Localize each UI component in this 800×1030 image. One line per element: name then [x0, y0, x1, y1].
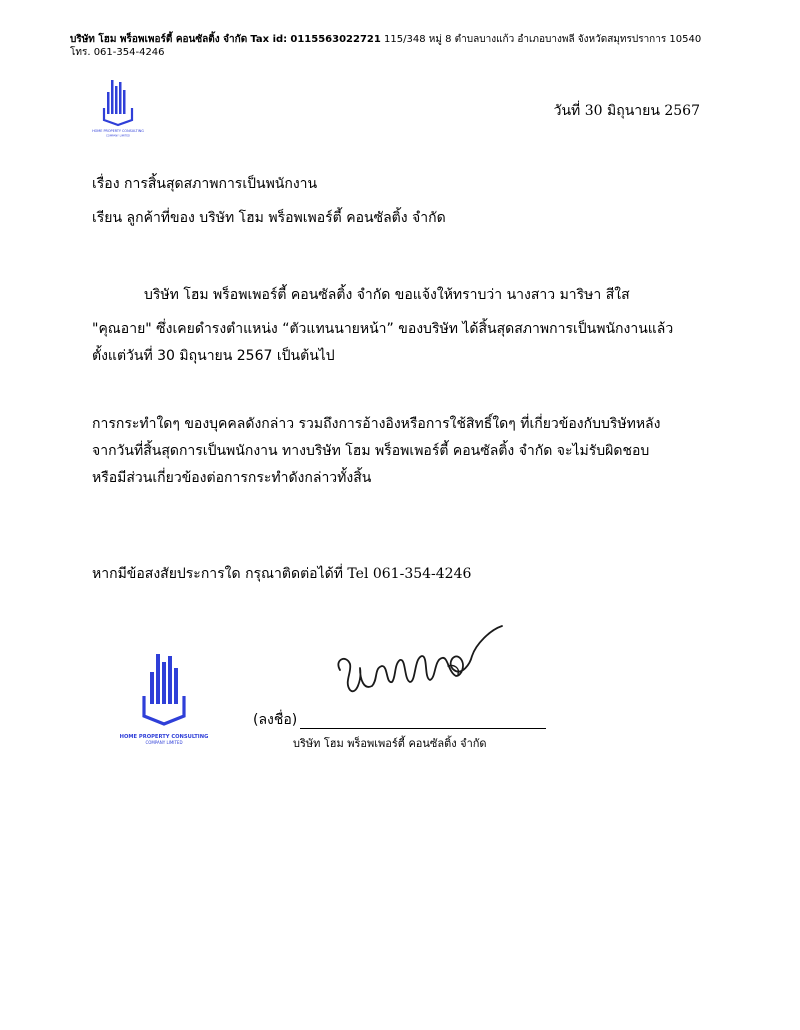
tax-label: Tax id: — [250, 34, 288, 45]
seal-name-line2: COMPANY LIMITED — [145, 740, 183, 745]
signature-company: บริษัท โฮม พร็อพเพอร์ตี้ คอนซัลติ้ง จำกัด — [293, 737, 487, 750]
logo-name-line2: COMPANY LIMITED — [105, 134, 131, 138]
letterhead-company: บริษัท โฮม พร็อพเพอร์ตี้ คอนซัลติ้ง จำกัด — [70, 34, 248, 45]
company-address: 115/348 หมู่ 8 ตำบลบางแก้ว อำเภอบางพลี จังหวัดสมุทรปราการ 10540 — [384, 34, 702, 45]
contact-line — [92, 563, 471, 585]
paragraph1-line2: "คุณอาย" ซึ่งเคยดำรงตำแหน่ง “ตัวแทนนายหน้า” ของบริษัท ได้สิ้นสุดสภาพการเป็นพนักงานแล้ว — [92, 321, 674, 337]
signature-label: (ลงชื่อ) — [253, 712, 298, 728]
seal-name-line1: HOME PROPERTY CONSULTING — [119, 734, 209, 740]
letterhead-phone: โทร. 061-354-4246 — [70, 47, 165, 58]
letter-recipient: เรียน ลูกค้าที่ของ บริษัท โฮม พร็อพเพอร์ตี้ คอนซัลติ้ง จำกัด — [92, 210, 446, 226]
signature-line — [300, 728, 546, 729]
handwritten-signature — [330, 620, 510, 710]
paragraph2-line2: จากวันที่สิ้นสุดการเป็นพนักงาน ทางบริษัท โฮม พร็อพเพอร์ตี้ คอนซัลติ้ง จำกัด จะไม่รับผิดชอบ — [92, 443, 650, 459]
letterhead-address — [70, 33, 770, 46]
logo-name-line1: HOME PROPERTY CONSULTING — [92, 129, 144, 133]
paragraph2-line3: หรือมีส่วนเกี่ยวข้องต่อการกระทำดังกล่าวทั้งสิ้น — [92, 470, 372, 486]
paragraph1-line1: บริษัท โฮม พร็อพเพอร์ตี้ คอนซัลติ้ง จำกัด ขอแจ้งให้ทราบว่า นางสาว มาริษา สีใส — [144, 287, 630, 303]
tax-id: 0115563022721 — [290, 34, 381, 45]
contact-phone: Tel 061-354-4246 — [347, 566, 472, 582]
company-logo-icon — [86, 78, 150, 138]
contact-text: หากมีข้อสงสัยประการใด กรุณาติดต่อได้ที่ — [92, 566, 348, 582]
paragraph2-line1: การกระทำใดๆ ของบุคคลดังกล่าว รวมถึงการอ้างอิงหรือการใช้สิทธิ์ใดๆ ที่เกี่ยวข้องกับบริษัทหลัง — [92, 416, 661, 432]
company-seal-logo-icon — [112, 650, 216, 748]
letter-subject: เรื่อง การสิ้นสุดสภาพการเป็นพนักงาน — [92, 176, 318, 192]
paragraph1-line3: ตั้งแต่วันที่ 30 มิถุนายน 2567 เป็นต้นไป — [92, 348, 335, 364]
letter-date: วันที่ 30 มิถุนายน 2567 — [553, 103, 700, 119]
